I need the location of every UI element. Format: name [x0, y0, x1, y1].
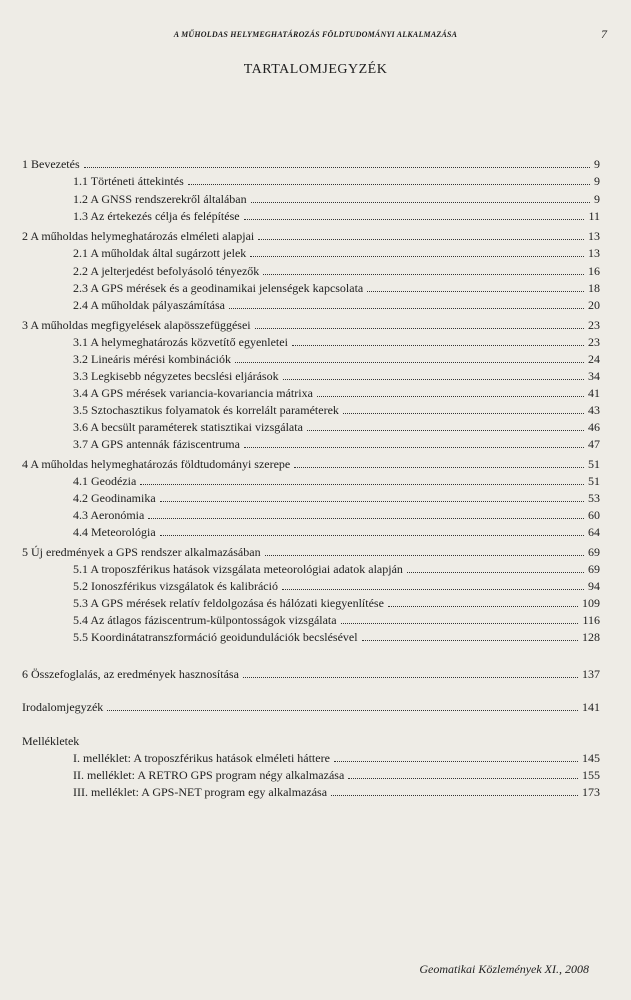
toc-entry-page: 43	[588, 403, 600, 417]
toc-entry-label: 2.4 A műholdak pályaszámítása	[73, 298, 225, 312]
toc-entry-section-3-3[interactable]	[73, 369, 600, 383]
dot-leader	[407, 572, 584, 573]
dot-leader	[263, 274, 584, 275]
dot-leader	[367, 291, 584, 292]
toc-entry-section-3-5[interactable]	[73, 403, 600, 417]
toc-entry-section-2-4[interactable]	[73, 298, 600, 312]
toc-entry-page: 145	[582, 751, 600, 765]
toc-entry-appendix-3[interactable]	[73, 785, 600, 799]
toc-entry-label: 2.2 A jelterjedést befolyásoló tényezők	[73, 264, 260, 278]
toc-entry-page: 9	[594, 192, 600, 206]
dot-leader	[255, 328, 584, 329]
dot-leader	[140, 484, 584, 485]
toc-entry-bibliography[interactable]	[22, 700, 600, 714]
toc-entry-label: 5.2 Ionoszférikus vizsgálatok és kalibráció	[73, 579, 278, 593]
dot-leader	[229, 308, 584, 309]
toc-entry-label: 5.5 Koordinátatranszformáció geoidundulációk becslésével	[73, 630, 358, 644]
dot-leader	[250, 256, 584, 257]
toc-entry-page: 16	[588, 264, 600, 278]
toc-entry-label: 3.6 A becsült paraméterek statisztikai vizsgálata	[73, 420, 303, 434]
toc-entry-chapter-3[interactable]	[22, 318, 600, 332]
toc-entry-page: 109	[582, 596, 600, 610]
dot-leader	[283, 379, 584, 380]
toc-entry-label: II. melléklet: A RETRO GPS program négy alkalmazása	[73, 768, 345, 782]
toc-entry-label: 5 Új eredmények a GPS rendszer alkalmazásában	[22, 545, 261, 559]
toc-entry-label: 3.4 A GPS mérések variancia-kovariancia mátrixa	[73, 386, 313, 400]
toc-entry-page: 137	[582, 667, 600, 681]
toc-entry-page: 155	[582, 768, 600, 782]
dot-leader	[317, 396, 584, 397]
toc-entry-label: 2.3 A GPS mérések és a geodinamikai jelenségek kapcsolata	[73, 281, 364, 295]
toc-entry-label: 3.1 A helymeghatározás közvetítő egyenletei	[73, 335, 288, 349]
toc-entry-section-2-1[interactable]	[73, 246, 600, 260]
dot-leader	[294, 467, 584, 468]
toc-entry-chapter-6[interactable]	[22, 667, 600, 681]
toc-entry-page: 9	[594, 174, 600, 188]
dot-leader	[160, 535, 584, 536]
toc-entry-page: 47	[588, 437, 600, 451]
toc-entry-section-5-1[interactable]	[73, 562, 600, 576]
dot-leader	[258, 239, 584, 240]
toc-entry-section-3-2[interactable]	[73, 352, 600, 366]
toc-entry-label: III. melléklet: A GPS-NET program egy alkalmazása	[73, 785, 328, 799]
toc-entry-section-3-1[interactable]	[73, 335, 600, 349]
toc-entry-label: 4.1 Geodézia	[73, 474, 137, 488]
toc-entry-label: 2 A műholdas helymeghatározás elméleti alapjai	[22, 229, 255, 243]
toc-entry-page: 46	[588, 420, 600, 434]
toc-entry-appendix-2[interactable]	[73, 768, 600, 782]
dot-leader	[307, 430, 584, 431]
toc-entry-page: 173	[582, 785, 600, 799]
toc-entry-section-5-5[interactable]	[73, 630, 600, 644]
dot-leader	[244, 219, 585, 220]
dot-leader	[362, 640, 578, 641]
toc-entry-label: 4 A műholdas helymeghatározás földtudományi szerepe	[22, 457, 291, 471]
toc-entry-label: 4.3 Aeronómia	[73, 508, 145, 522]
toc-entry-label: 3.5 Sztochasztikus folyamatok és korrelált paraméterek	[73, 403, 339, 417]
dot-leader	[235, 362, 584, 363]
page-number: 7	[601, 27, 607, 41]
toc-entry-section-4-1[interactable]	[73, 474, 600, 488]
toc-entry-section-3-6[interactable]	[73, 420, 600, 434]
toc-entry-label: 5.4 Az átlagos fáziscentrum-külpontosságok vizsgálata	[73, 613, 337, 627]
toc-entry-section-1-2[interactable]	[73, 192, 600, 206]
toc-entry-page: 11	[588, 209, 600, 223]
toc-entry-label: 6 Összefoglalás, az eredmények hasznosítása	[22, 667, 239, 681]
toc-entry-page: 9	[594, 157, 600, 171]
toc-entry-page: 53	[588, 491, 600, 505]
toc-entry-label: 3.7 A GPS antennák fáziscentruma	[73, 437, 240, 451]
toc-entry-page: 116	[582, 613, 600, 627]
toc-entry-label: 5.1 A troposzférikus hatások vizsgálata meteorológiai adatok alapján	[73, 562, 403, 576]
toc-entry-chapter-5[interactable]	[22, 545, 600, 559]
toc-entry-label: 3.2 Lineáris mérési kombinációk	[73, 352, 231, 366]
toc-entry-label: 1.1 Történeti áttekintés	[73, 174, 184, 188]
toc-entry-section-5-4[interactable]	[73, 613, 600, 627]
toc-title: TARTALOMJEGYZÉK	[243, 62, 388, 77]
toc-entry-page: 23	[588, 335, 600, 349]
toc-entry-page: 18	[588, 281, 600, 295]
dot-leader	[292, 345, 584, 346]
toc-entry-chapter-4[interactable]	[22, 457, 600, 471]
toc-entry-chapter-1[interactable]	[22, 157, 600, 171]
toc-entry-page: 23	[588, 318, 600, 332]
toc-entry-page: 69	[588, 545, 600, 559]
toc-entry-section-1-1[interactable]	[73, 174, 600, 188]
toc-entry-page: 64	[588, 525, 600, 539]
toc-entry-section-3-7[interactable]	[73, 437, 600, 451]
toc-entry-section-3-4[interactable]	[73, 386, 600, 400]
toc-entry-label: 2.1 A műholdak által sugárzott jelek	[73, 246, 247, 260]
toc-entry-section-4-2[interactable]	[73, 491, 600, 505]
dot-leader	[243, 677, 578, 678]
dot-leader	[251, 202, 590, 203]
dot-leader	[265, 555, 584, 556]
dot-leader	[244, 447, 584, 448]
toc-entry-page: 41	[588, 386, 600, 400]
toc-entry-chapter-2[interactable]	[22, 229, 600, 243]
toc-entry-appendix-1[interactable]	[73, 751, 600, 765]
dot-leader	[107, 710, 578, 711]
toc-entry-label: 1.2 A GNSS rendszerekről általában	[73, 192, 247, 206]
toc-entry-page: 94	[588, 579, 600, 593]
toc-entry-page: 13	[588, 246, 600, 260]
toc-entry-section-2-2[interactable]	[73, 264, 600, 278]
dot-leader	[348, 778, 578, 779]
toc-entry-section-4-3[interactable]	[73, 508, 600, 522]
toc-entry-page: 34	[588, 369, 600, 383]
toc-entry-page: 24	[588, 352, 600, 366]
toc-entry-section-2-3[interactable]	[73, 281, 600, 295]
toc-entry-label: I. melléklet: A troposzférikus hatások elméleti háttere	[73, 751, 330, 765]
toc-entry-page: 69	[588, 562, 600, 576]
toc-entry-label: 1.3 Az értekezés célja és felépítése	[73, 209, 240, 223]
dot-leader	[188, 184, 590, 185]
toc-entry-label: 4.2 Geodinamika	[73, 491, 156, 505]
toc-entry-section-4-4[interactable]	[73, 525, 600, 539]
toc-entry-section-5-2[interactable]	[73, 579, 600, 593]
toc-entry-page: 128	[582, 630, 600, 644]
toc-entry-page: 20	[588, 298, 600, 312]
toc-entry-page: 141	[582, 700, 600, 714]
toc-entry-label: 3 A műholdas megfigyelések alapösszefüggései	[22, 318, 251, 332]
dot-leader	[334, 761, 578, 762]
toc-entry-label: 3.3 Legkisebb négyzetes becslési eljárások	[73, 369, 279, 383]
toc-entry-page: 60	[588, 508, 600, 522]
dot-leader	[148, 518, 584, 519]
running-header: A MŰHOLDAS HELYMEGHATÁROZÁS FÖLDTUDOMÁNYI ALKALMAZÁSA	[173, 30, 458, 39]
toc-entry-section-1-3[interactable]	[73, 209, 600, 223]
toc-entry-page: 51	[588, 474, 600, 488]
dot-leader	[160, 501, 584, 502]
appendix-heading: Mellékletek	[22, 734, 80, 748]
toc-entry-label: 1 Bevezetés	[22, 157, 80, 171]
toc-entry-page: 13	[588, 229, 600, 243]
dot-leader	[343, 413, 584, 414]
dot-leader	[388, 606, 578, 607]
dot-leader	[341, 623, 579, 624]
journal-footer: Geomatikai Közlemények XI., 2008	[419, 962, 589, 976]
dot-leader	[331, 795, 578, 796]
toc-entry-section-5-3[interactable]	[73, 596, 600, 610]
toc-entry-label: 4.4 Meteorológia	[73, 525, 156, 539]
dot-leader	[84, 167, 590, 168]
toc-entry-label: 5.3 A GPS mérések relatív feldolgozása és hálózati kiegyenlítése	[73, 596, 384, 610]
dot-leader	[282, 589, 584, 590]
toc-entry-label: Irodalomjegyzék	[22, 700, 104, 714]
toc-entry-page: 51	[588, 457, 600, 471]
